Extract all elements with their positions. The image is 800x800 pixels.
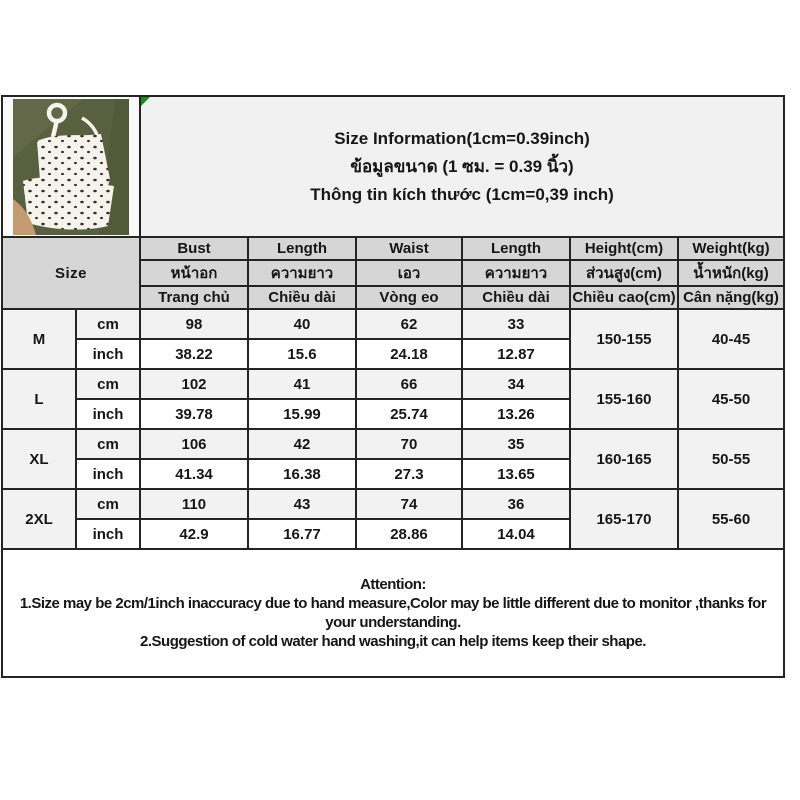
l-cm-bust: 102 — [140, 369, 248, 399]
xl-weight-range: 50-55 — [678, 429, 784, 489]
unit-cm-label: cm — [76, 309, 140, 339]
unit-inch-label: inch — [76, 339, 140, 369]
m-inch-length2: 12.87 — [462, 339, 570, 369]
2xl-cm-bust: 110 — [140, 489, 248, 519]
unit-inch-label: inch — [76, 459, 140, 489]
size-header-cell: Size — [2, 237, 140, 309]
xl-height-range: 160-165 — [570, 429, 678, 489]
attention-heading: Attention: — [360, 576, 426, 593]
header-th-waist: เอว — [356, 260, 462, 286]
title-cell — [140, 96, 784, 237]
attention-note-1: 1.Size may be 2cm/1inch inaccuracy due to hand measure,Color may be little different due to monitor ,thanks for your understanding. — [19, 595, 767, 631]
header-en-waist: Waist — [356, 237, 462, 260]
header-vi-weight: Cân nặng(kg) — [678, 286, 784, 309]
title-line-en: Size Information(1cm=0.39inch) — [334, 128, 590, 148]
unit-inch-label: inch — [76, 399, 140, 429]
xl-inch-length: 16.38 — [248, 459, 356, 489]
title-line-th: ข้อมูลขนาด (1 ซม. = 0.39 นิ้ว) — [350, 156, 574, 176]
size-l-label: L — [2, 369, 76, 429]
xl-inch-length2: 13.65 — [462, 459, 570, 489]
size-2xl-label: 2XL — [2, 489, 76, 549]
header-th-length2: ความยาว — [462, 260, 570, 286]
2xl-inch-length2: 14.04 — [462, 519, 570, 549]
l-inch-length: 15.99 — [248, 399, 356, 429]
xl-cm-bust: 106 — [140, 429, 248, 459]
m-cm-length2: 33 — [462, 309, 570, 339]
title-line-vi: Thông tin kích thước (1cm=0,39 inch) — [310, 184, 614, 204]
l-cm-length: 41 — [248, 369, 356, 399]
2xl-height-range: 165-170 — [570, 489, 678, 549]
2xl-cm-waist: 74 — [356, 489, 462, 519]
l-height-range: 155-160 — [570, 369, 678, 429]
2xl-inch-length: 16.77 — [248, 519, 356, 549]
product-photo — [13, 99, 129, 235]
l-weight-range: 45-50 — [678, 369, 784, 429]
xl-cm-length: 42 — [248, 429, 356, 459]
2xl-inch-waist: 28.86 — [356, 519, 462, 549]
l-inch-bust: 39.78 — [140, 399, 248, 429]
2xl-weight-range: 55-60 — [678, 489, 784, 549]
header-en-weight: Weight(kg) — [678, 237, 784, 260]
header-vi-length2: Chiều dài — [462, 286, 570, 309]
header-en-length: Length — [248, 237, 356, 260]
xl-cm-waist: 70 — [356, 429, 462, 459]
l-cm-length2: 34 — [462, 369, 570, 399]
2xl-inch-bust: 42.9 — [140, 519, 248, 549]
header-vi-length: Chiều dài — [248, 286, 356, 309]
2xl-cm-length: 43 — [248, 489, 356, 519]
l-inch-length2: 13.26 — [462, 399, 570, 429]
2xl-cm-length2: 36 — [462, 489, 570, 519]
header-vi-bust: Trang chủ — [140, 286, 248, 309]
xl-inch-waist: 27.3 — [356, 459, 462, 489]
attention-box — [2, 549, 784, 677]
size-xl-label: XL — [2, 429, 76, 489]
header-th-bust: หน้าอก — [140, 260, 248, 286]
unit-inch-label: inch — [76, 519, 140, 549]
header-vi-waist: Vòng eo — [356, 286, 462, 309]
m-height-range: 150-155 — [570, 309, 678, 369]
l-inch-waist: 25.74 — [356, 399, 462, 429]
product-photo-cell — [2, 96, 140, 237]
header-th-height: ส่วนสูง(cm) — [570, 260, 678, 286]
unit-cm-label: cm — [76, 369, 140, 399]
size-m-label: M — [2, 309, 76, 369]
m-cm-waist: 62 — [356, 309, 462, 339]
header-vi-height: Chiều cao(cm) — [570, 286, 678, 309]
xl-inch-bust: 41.34 — [140, 459, 248, 489]
header-th-length: ความยาว — [248, 260, 356, 286]
m-weight-range: 40-45 — [678, 309, 784, 369]
header-th-weight: น้ำหนัก(kg) — [678, 260, 784, 286]
title-block — [141, 127, 783, 207]
green-triangle-icon — [141, 97, 150, 106]
m-inch-waist: 24.18 — [356, 339, 462, 369]
size-table — [1, 95, 785, 678]
m-cm-bust: 98 — [140, 309, 248, 339]
m-inch-bust: 38.22 — [140, 339, 248, 369]
m-cm-length: 40 — [248, 309, 356, 339]
header-en-bust: Bust — [140, 237, 248, 260]
unit-cm-label: cm — [76, 429, 140, 459]
header-en-height: Height(cm) — [570, 237, 678, 260]
attention-note-2: 2.Suggestion of cold water hand washing,it can help items keep their shape. — [140, 633, 646, 650]
header-en-length2: Length — [462, 237, 570, 260]
l-cm-waist: 66 — [356, 369, 462, 399]
m-inch-length: 15.6 — [248, 339, 356, 369]
xl-cm-length2: 35 — [462, 429, 570, 459]
unit-cm-label: cm — [76, 489, 140, 519]
